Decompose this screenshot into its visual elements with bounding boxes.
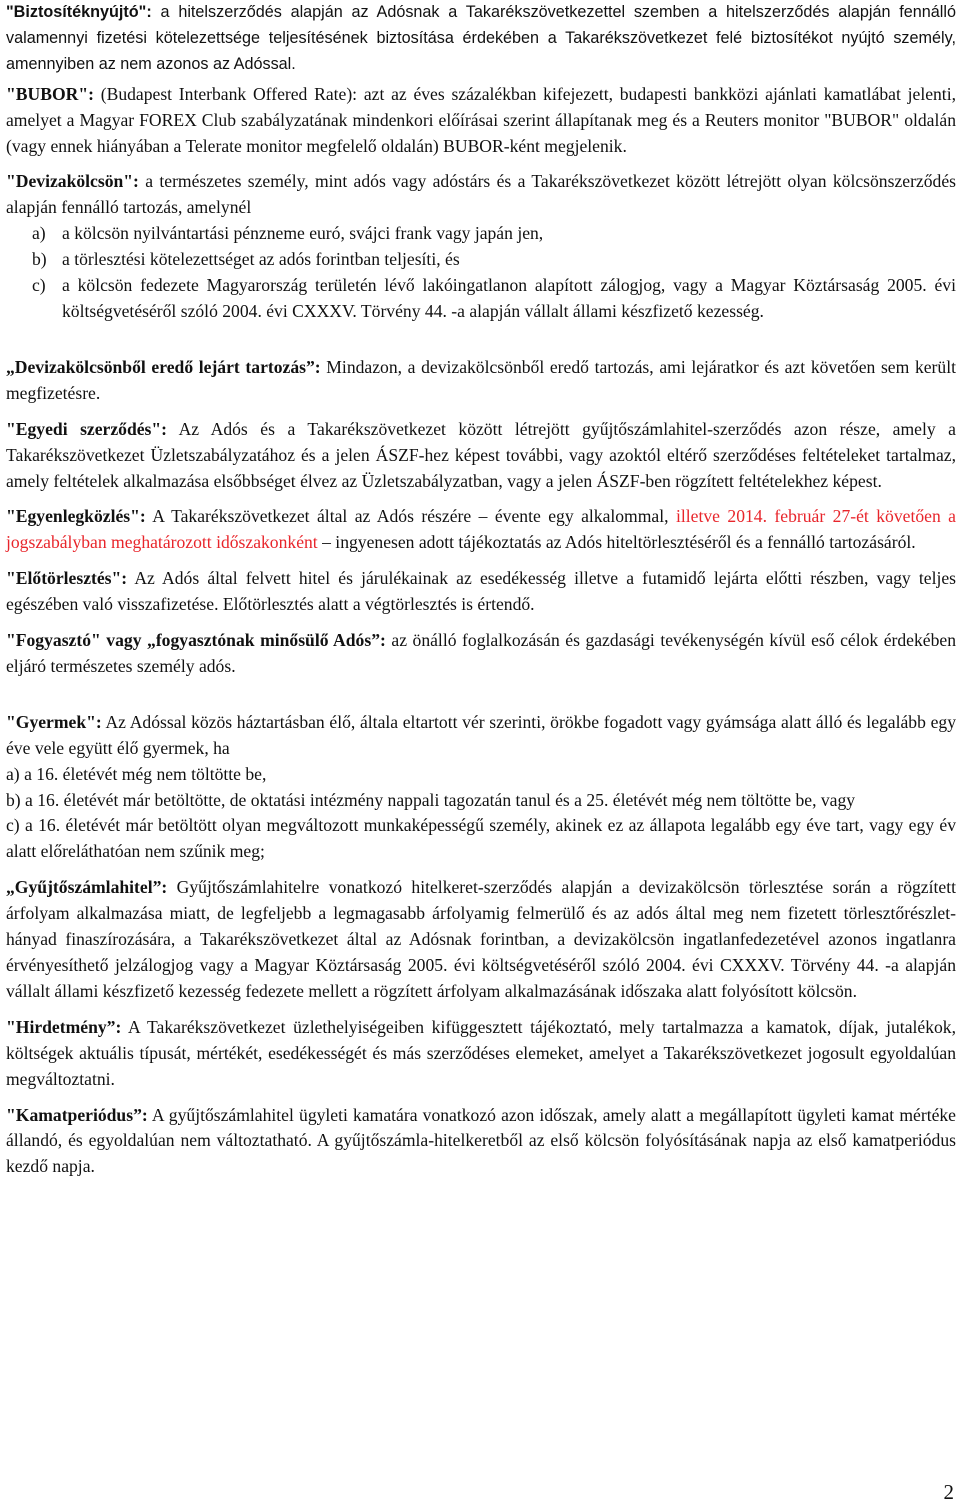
document-page bbox=[6, 0, 956, 1180]
list-item bbox=[6, 247, 956, 273]
definition-devizakolcsonbol bbox=[6, 355, 956, 407]
definition-text: A gyűjtőszámlahitel ügyleti kamatára vonatkozó azon időszak, amely alatt a megállapított ügyleti kamat mértéke állandó, és egyoldalúan nem változtatható. A gyűjtőszámla-hitelkeretből az első kölcsön folyósításának napja az első kamatperiódus kezdő napja. bbox=[6, 1104, 956, 1177]
definition-devizakolcson bbox=[6, 169, 956, 221]
definition-elotorlesztes bbox=[6, 566, 956, 618]
list-label: a) bbox=[32, 223, 46, 244]
definition-text: A Takarékszövetkezet által az Adós részére – évente egy alkalommal, bbox=[152, 506, 669, 527]
definition-term: "Gyermek": bbox=[6, 711, 102, 732]
definition-bubor bbox=[6, 82, 956, 160]
definition-text: az önálló foglalkozásán és gazdasági tevékenységén kívül eső célok érdekében eljáró természetes személy adós. bbox=[6, 630, 956, 676]
definition-text: a hitelszerződés alapján az Adósnak a Takarékszövetkezettel szemben a hitelszerződés alapján fennálló valamennyi fizetési kötelezettsége teljesítésének biztosítása érdekében a Takarékszövetkezet felé biztosítékot nyújtó személy, amennyiben az nem azonos az Adóssal. bbox=[6, 3, 956, 73]
definition-text: A Takarékszövetkezet üzlethelyiségeiben kifüggesztett tájékoztató, mely tartalmazza a kamatok, díjak, jutalékok, költségek aktuális típusát, mértékét, esedékességét és más szerződéses elemeket, amelyet a Takarékszövetkezet jogosult egyoldalúan megváltoztatni. bbox=[6, 1016, 956, 1089]
list-item bbox=[6, 221, 956, 247]
definition-text: Az Adós által felvett hitel és járulékainak az esedékesség illetve a futamidő lejárta előtti részben, vagy teljes egészében való visszafizetése. Előtörlesztés alatt a végtörlesztés is értendő. bbox=[6, 568, 956, 615]
definition-biztositeknyujto bbox=[6, 0, 956, 78]
list-item: a) a 16. életévét még nem töltötte be, bbox=[6, 763, 267, 784]
definition-term: "Előtörlesztés": bbox=[6, 568, 128, 589]
definition-term: "Kamatperiódus”: bbox=[6, 1104, 148, 1125]
definition-egyenlegkozles bbox=[6, 504, 956, 556]
list-item: c) a 16. életévét már betöltött olyan megváltozott munkaképességű személy, akinek ez az állapota legalább egy éve tart, vagy egy év alatt előreláthatóan nem szűnik meg; bbox=[6, 815, 956, 862]
definition-text: (Budapest Interbank Offered Rate): azt az éves százalékban kifejezett, budapesti bankközi ajánlati kamatlábat jelenti, amelyet a Magyar FOREX Club szabályzatának mindenkori előírásai szerint állapítanak meg és a Reuters monitor "BUBOR" oldalán (vagy ennek hiányában a Telerate monitor megfelelő oldalán) BUBOR-ként megjelenik. bbox=[6, 83, 956, 156]
list-text: a kölcsön nyilvántartási pénzneme euró, svájci frank vagy japán jen, bbox=[62, 223, 544, 244]
definition-term: „Gyűjtőszámlahitel”: bbox=[6, 877, 168, 898]
definition-term: "Egyenlegközlés": bbox=[6, 506, 146, 527]
definition-term: "Egyedi szerződés": bbox=[6, 418, 168, 439]
definition-gyujtoszamlahitel bbox=[6, 875, 956, 1005]
definition-text: a természetes személy, mint adós vagy adóstárs és a Takarékszövetkezet között létrejött olyan kölcsönszerződés alapján fennálló tartozás, amelynél bbox=[6, 171, 956, 218]
definition-text: Az Adóssal közös háztartásban élő, általa eltartott vér szerinti, örökbe fogadott vagy gyámsága alatt álló és legalább egy éve vele együtt élő gyermek, ha bbox=[6, 711, 956, 758]
definition-text: Mindazon, a devizakölcsönből eredő tartozás, ami lejáratkor és azt követően sem került megfizetésre. bbox=[6, 356, 956, 403]
definition-text: Az Adós és a Takarékszövetkezet között létrejött gyűjtőszámlahitel-szerződés azon része, amely a Takarékszövetkezet Üzletszabályzatához és a jelen ÁSZF-hez képest további, vagy azoktól eltérő szerződéses feltételeket tartalmaz, amely feltételek alkalmazása elsőbbséget élvez az Üzletszabályzatban, vagy a jelen ÁSZF-ben rögzített feltételekhez képest. bbox=[6, 418, 956, 491]
list-item bbox=[6, 273, 956, 325]
list-text: a kölcsön fedezete Magyarország területén lévő lakóingatlanon alapított zálogjog, vagy a Magyar Köztársaság 2005. évi költségvetéséről szóló 2004. évi CXXXV. Törvény 44. -a alapján vállalt állami készfizető kezesség. bbox=[62, 275, 956, 321]
list-item: b) a 16. életévét már betöltötte, de oktatási intézmény nappali tagozatán tanul és a 25. életévét még nem töltötte be, vagy bbox=[6, 789, 856, 810]
definition-hirdetmeny bbox=[6, 1015, 956, 1093]
definition-term: "Biztosítéknyújtó": bbox=[6, 3, 152, 21]
definition-fogyaszto bbox=[6, 628, 956, 680]
definition-term: "Fogyasztó" vagy „fogyasztónak minősülő Adós”: bbox=[6, 630, 386, 651]
definition-gyermek bbox=[6, 710, 956, 762]
definition-term: „Devizakölcsönből eredő lejárt tartozás”: bbox=[6, 356, 321, 377]
definition-text-amendment: illetve 2014. február 27-ét követően a jogszabályban meghatározott időszakonként bbox=[6, 506, 956, 553]
definition-term: "Devizakölcsön": bbox=[6, 171, 139, 192]
definition-kamatperiodus bbox=[6, 1103, 956, 1181]
definition-text: Gyűjtőszámlahitelre vonatkozó hitelkeret-szerződés alapján a devizakölcsön törlesztése során a rögzített árfolyam alkalmazása miatt, de legfeljebb a legmagasabb árfolyamig felmerülő és az adós által meg nem fizetett törlesztőrészlet-hányad finaszírozására, a Takarékszövetkezet által az Adósnak forintban, a devizakölcsön ingatlanfedezetével azonos ingatlanra érvényesíthető jelzálogjog vagy a Magyar Köztársaság 2005. évi költségvetéséről szóló 2004. évi CXXXV. Törvény 44. -a alapján vállalt állami készfizető kezesség fedezete mellett a rögzített árfolyam alkalmazásának időszaka alatt folyósított kölcsön. bbox=[6, 877, 956, 1001]
definition-text: – ingyenesen adott tájékoztatás az Adós hiteltörlesztéséről és a fennálló tartozásáról. bbox=[322, 532, 916, 553]
list-text: a törlesztési kötelezettséget az adós forintban teljesíti, és bbox=[62, 249, 460, 270]
definition-term: "BUBOR": bbox=[6, 83, 94, 104]
list-label: b) bbox=[32, 249, 47, 270]
list-label: c) bbox=[32, 275, 46, 296]
page-number: 2 bbox=[943, 1480, 954, 1504]
definition-term: "Hirdetmény”: bbox=[6, 1016, 122, 1037]
definition-egyedi-szerzodes bbox=[6, 417, 956, 495]
